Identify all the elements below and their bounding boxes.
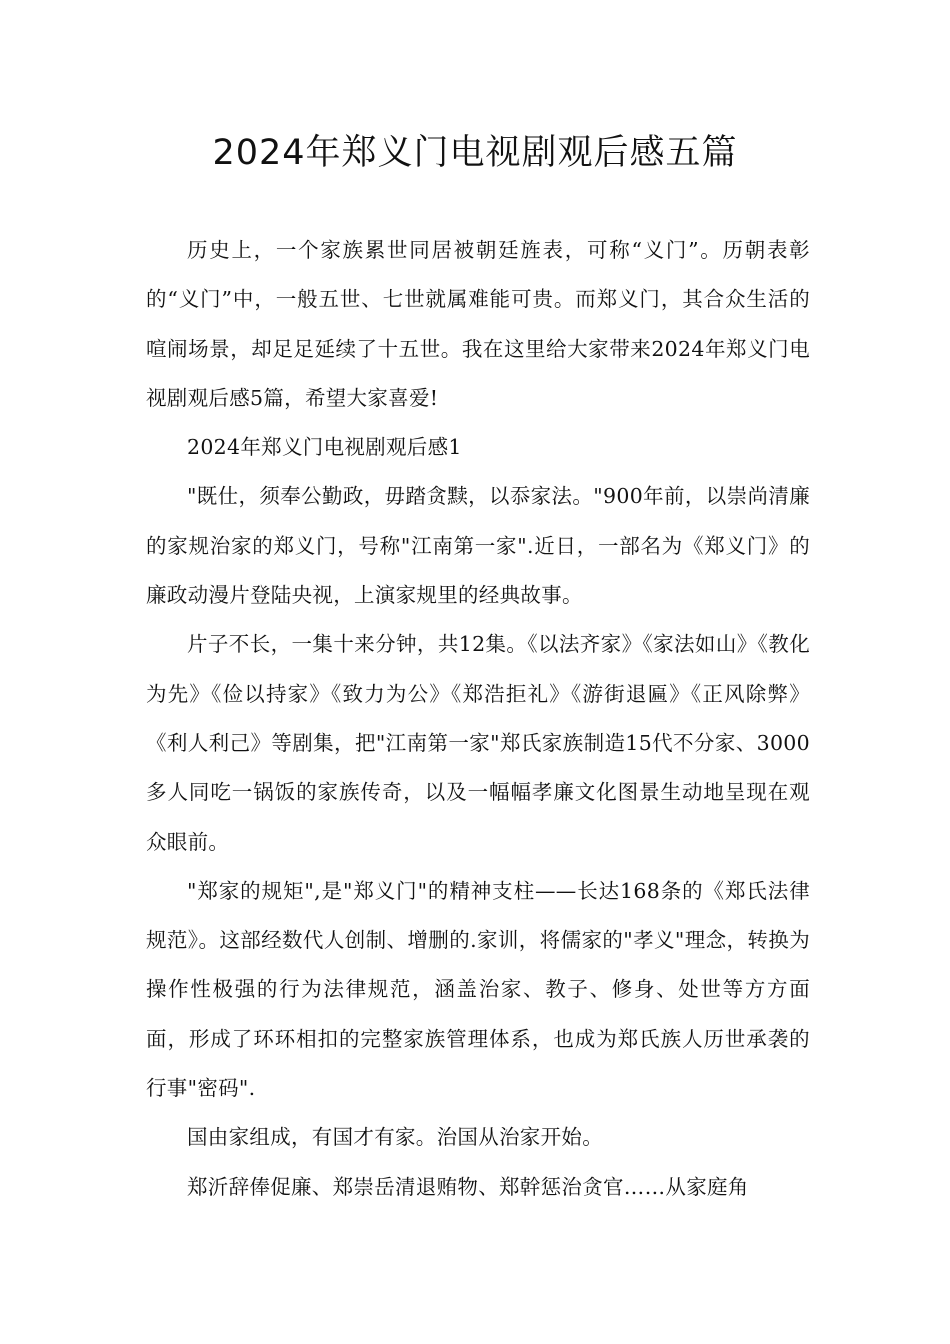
paragraph-examples: 郑沂辞俸促廉、郑崇岳清退贿物、郑幹惩治贪官……从家庭角	[187, 1174, 749, 1199]
document-body	[146, 226, 810, 1212]
paragraph-intro: 历史上，一个家族累世同居被朝廷旌表，可称“义门”。历朝表彰的“义门”中，一般五世、七世就属难能可贵。而郑义门，其合众生活的喧闹场景，却足足延续了十五世。我在这里给大家带来2024年郑义门电视剧观后感5篇，希望大家喜爱!	[146, 238, 810, 410]
paragraph-family-rules: "郑家的规矩",是"郑义门"的精神支柱——长达168条的《郑氏法律规范》。这部经数代人创制、增删的.家训，将儒家的"孝义"理念，转换为操作性极强的行为法律规范，涵盖治家、教子、修身、处世等方方面面，形成了环环相扣的完整家族管理体系，也成为郑氏族人历世承袭的行事"密码".	[146, 878, 810, 1101]
section-heading-1: 2024年郑义门电视剧观后感1	[187, 435, 462, 460]
paragraph-episodes: 片子不长，一集十来分钟，共12集。《以法齐家》《家法如山》《教化为先》《俭以持家》《致力为公》《郑浩拒礼》《游街退匾》《正风除弊》《利人利己》等剧集，把"江南第一家"郑氏家族制造15代不分家、3000多人同吃一锅饭的家族传奇，以及一幅幅孝廉文化图景生动地呈现在观众眼前。	[146, 632, 810, 854]
document-title: 2024年郑义门电视剧观后感五篇	[212, 133, 738, 173]
paragraph-quote: "既仕，须奉公勤政，毋踏贪黩，以忝家法。"900年前，以崇尚清廉的家规治家的郑义门，号称"江南第一家".近日，一部名为《郑义门》的廉政动漫片登陆央视，上演家规里的经典故事。	[146, 484, 810, 608]
paragraph-nation-family: 国由家组成，有国才有家。治国从治家开始。	[187, 1125, 603, 1150]
